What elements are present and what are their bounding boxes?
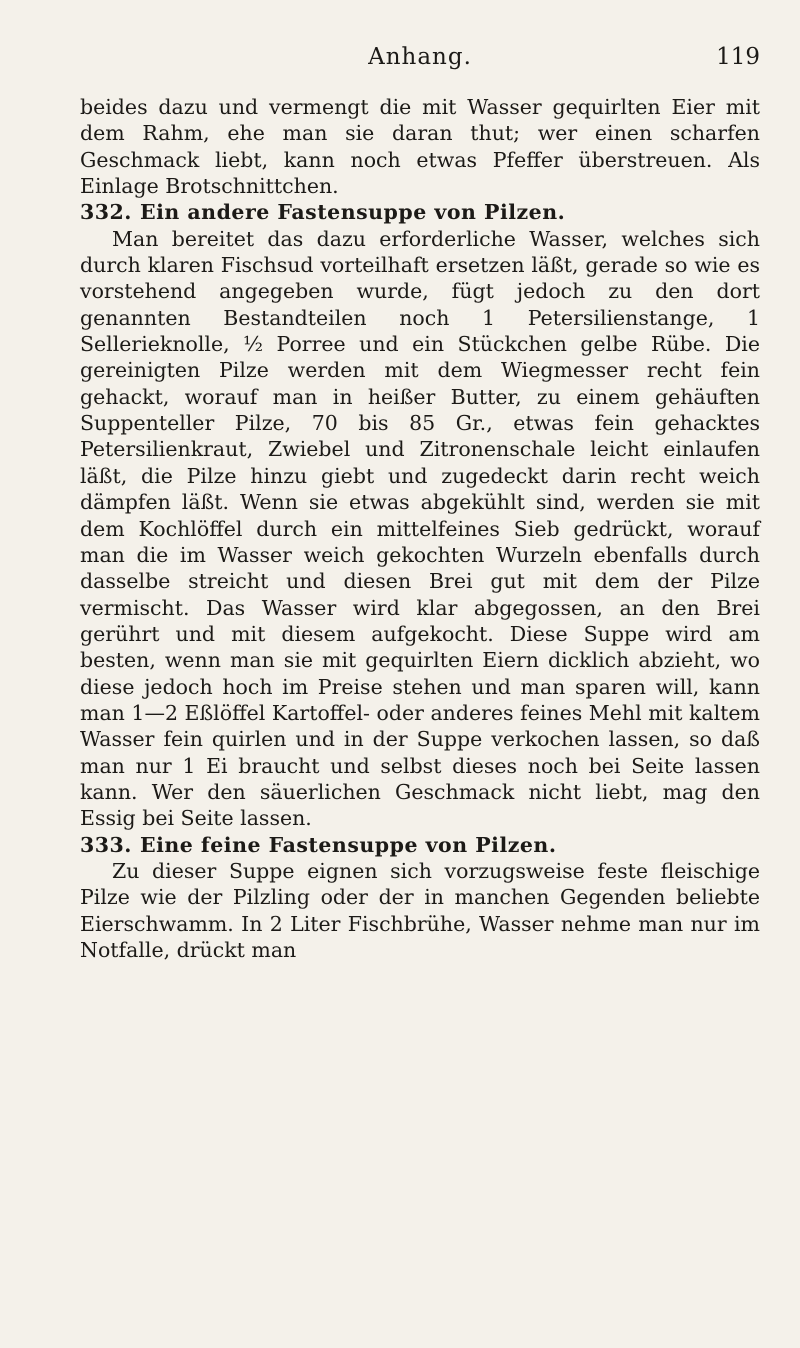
running-head: Anhang. (368, 44, 472, 70)
page-body (80, 94, 760, 963)
page-number: 119 (716, 44, 760, 70)
section-title: Eine feine Fastensuppe von Pilzen. (139, 832, 557, 857)
section-number: 332. (80, 200, 132, 225)
section-heading-332 (80, 199, 760, 225)
intro-paragraph: beides dazu und vermengt die mit Wasser gequirlten Eier mit dem Rahm, ehe man sie daran thut; wer einen scharfen Geschmack liebt, kann noch etwas Pfeffer überstreuen. Als Einlage Brotschnittchen. (80, 95, 760, 199)
section-text-333: Zu dieser Suppe eignen sich vorzugsweise feste fleischige Pilze wie der Pilzling oder der in manchen Gegenden beliebte Eierschwamm. In 2 Liter Fischbrühe, Wasser nehme man nur im Notfalle, drückt man (80, 858, 760, 962)
page-header (80, 44, 760, 84)
section-text-332: Man bereitet das dazu erforderliche Wasser, welches sich durch klaren Fischsud vorteilhaft ersetzen läßt, gerade so wie es vorstehend angegeben wurde, fügt jedoch zu den dort genannten Bestandteilen noch 1 Petersilienstange, 1 Sellerieknolle, ½ Porree und ein Stückchen gelbe Rübe. Die gereinigten Pilze werden mit dem Wiegmesser recht fein gehackt, worauf man in heißer Butter, zu einem gehäuften Suppenteller Pilze, 70 bis 85 Gr., etwas fein gehacktes Petersilienkraut, Zwiebel und Zitronenschale leicht einlaufen läßt, die Pilze hinzu giebt und zugedeckt darin recht weich dämpfen läßt. Wenn sie etwas abgekühlt sind, werden sie mit dem Kochlöffel durch ein mittelfeines Sieb gedrückt, worauf man die im Wasser weich gekochten Wurzeln ebenfalls durch dasselbe streicht und diesen Brei gut mit dem der Pilze vermischt. Das Wasser wird klar abgegossen, an den Brei gerührt und mit diesem aufgekocht. Diese Suppe wird am besten, wenn man sie mit gequirlten Eiern dicklich abzieht, wo diese jedoch hoch im Preise stehen und man sparen will, kann man 1—2 Eßlöffel Kartoffel- oder anderes feines Mehl mit kaltem Wasser fein quirlen und in der Suppe verkochen lassen, so daß man nur 1 Ei braucht und selbst dieses noch bei Seite lassen kann. Wer den säuerlichen Geschmack nicht liebt, mag den Essig bei Seite lassen. (80, 226, 760, 831)
section-title: Ein andere Fastensuppe von Pilzen. (139, 200, 566, 225)
section-number: 333. (80, 832, 132, 857)
section-heading-333 (80, 832, 760, 858)
